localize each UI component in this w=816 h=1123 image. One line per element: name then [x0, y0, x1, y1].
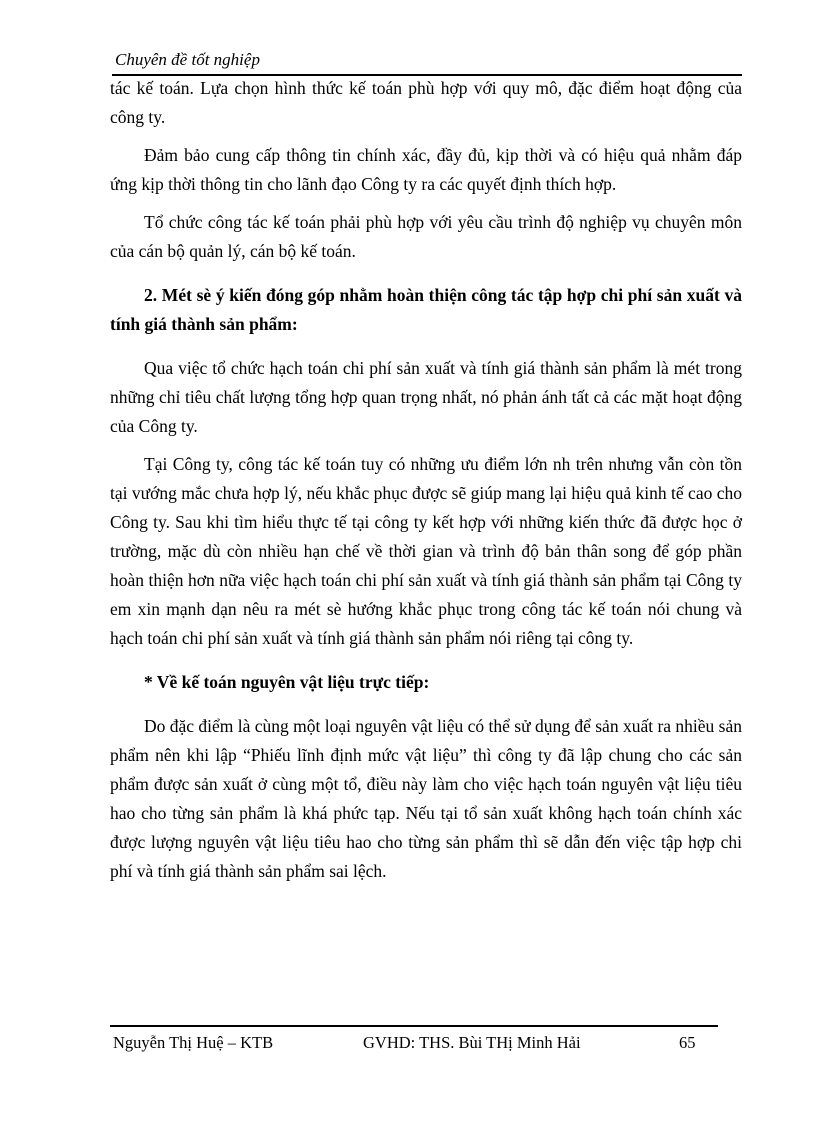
page-footer	[110, 1025, 718, 1052]
page-body	[110, 74, 742, 886]
document-title: Chuyên đề tốt nghiệp	[115, 50, 260, 69]
paragraph: Đảm bảo cung cấp thông tin chính xác, đầy đủ, kịp thời và có hiệu quả nhằm đáp ứng kịp thời thông tin cho lãnh đạo Công ty ra các quyết định thích hợp.	[110, 145, 742, 194]
paragraph: Qua việc tổ chức hạch toán chi phí sản xuất và tính giá thành sản phẩm là mét trong những chỉ tiêu chất lượng tổng hợp quan trọng nhất, nó phản ánh tất cả các mặt hoạt động của Công ty.	[110, 358, 742, 436]
footer-author: Nguyễn Thị Huệ – KTB	[113, 1033, 274, 1052]
paragraph: Tại Công ty, công tác kế toán tuy có những ưu điểm lớn nh trên nhưng vẫn còn tồn tại vướng mắc chưa hợp lý, nếu khắc phục được sẽ giúp mang lại hiệu quả kinh tế cao cho Công ty. Sau khi tìm hiểu thực tế tại công ty kết hợp với những kiến thức đã được học ở trường, mặc dù còn nhiều hạn chế về thời gian và trình độ bản thân song để góp phần hoàn thiện hơn nữa việc hạch toán chi phí sản xuất và tính giá thành sản phẩm tại Công ty em xin mạnh dạn nêu ra mét sè hướng khắc phục trong công tác kế toán nói chung và hạch toán chi phí sản xuất và tính giá thành sản phẩm nói riêng tại công ty.	[110, 454, 742, 648]
section-heading: * Về kế toán nguyên vật liệu trực tiếp:	[144, 672, 430, 692]
page-number: 65	[679, 1033, 696, 1052]
footer-advisor: GVHD: THS. Bùi THị Minh Hải	[363, 1033, 581, 1052]
paragraph: Tổ chức công tác kế toán phải phù hợp với yêu cầu trình độ nghiệp vụ chuyên môn của cán bộ quản lý, cán bộ kế toán.	[110, 212, 742, 261]
page-header	[112, 48, 742, 76]
section-heading: 2. Mét sè ý kiến đóng góp nhằm hoàn thiện công tác tập hợp chi phí sản xuất và tính giá thành sản phẩm:	[110, 285, 742, 334]
paragraph: Do đặc điểm là cùng một loại nguyên vật liệu có thể sử dụng để sản xuất ra nhiều sản phẩm nên khi lập “Phiếu lĩnh định mức vật liệu” thì công ty đã lập chung cho các sản phẩm được sản xuất ở cùng một tổ, điều này làm cho việc hạch toán nguyên vật liệu tiêu hao cho từng sản phẩm là khá phức tạp. Nếu tại tổ sản xuất không hạch toán chính xác được lượng nguyên vật liệu tiêu hao cho từng sản phẩm thì sẽ dẫn đến việc tập hợp chi phí và tính giá thành sản phẩm sai lệch.	[110, 716, 743, 881]
paragraph: tác kế toán. Lựa chọn hình thức kế toán phù hợp với quy mô, đặc điểm hoạt động của công ty.	[110, 78, 742, 127]
